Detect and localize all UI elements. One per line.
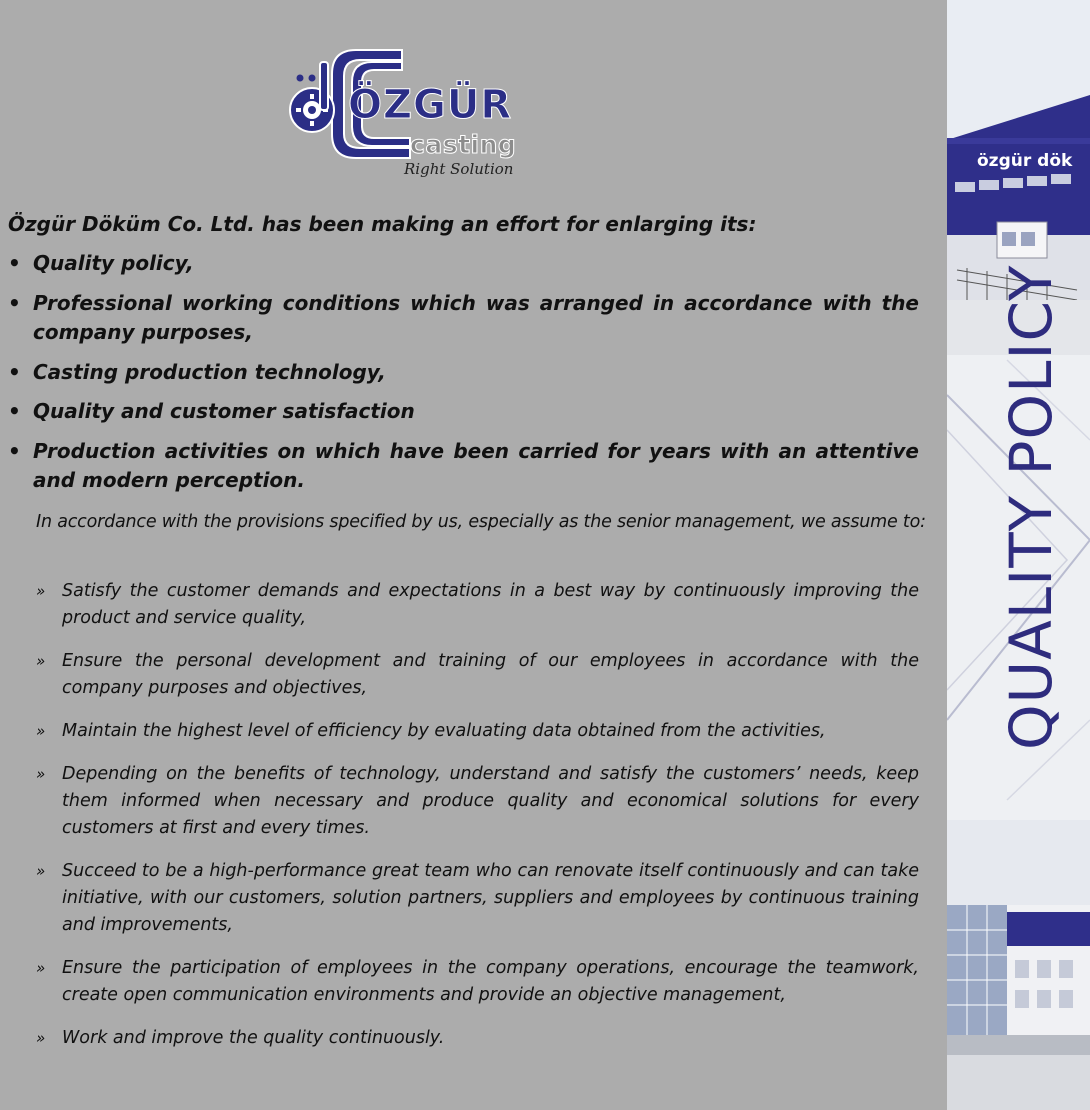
logo-tagline: Right Solution	[404, 160, 514, 178]
logo-sub-text: casting	[410, 130, 517, 159]
double-chevron-icon: »	[36, 652, 46, 670]
item-text: Satisfy the customer demands and expectations in a best way by continuously improving the product and service quality,	[62, 581, 919, 628]
bullet-text: Production activities on which have been carried for years with an attentive and modern perception.	[33, 438, 919, 492]
item-text: Ensure the participation of employees in the company operations, encourage the teamwork, create open communication environments and provide an objective management,	[62, 958, 919, 1005]
list-item	[36, 718, 919, 745]
double-chevron-icon: »	[36, 862, 46, 880]
list-item	[36, 578, 919, 632]
bullet-text: Casting production technology,	[33, 359, 386, 384]
intro-text: Özgür Döküm Co. Ltd. has been making an effort for enlarging its:	[8, 212, 757, 236]
lead-paragraph: In accordance with the provisions specified by us, especially as the senior management, we assume to:	[36, 512, 926, 532]
logo-brand-text: ÖZGÜR	[348, 82, 513, 128]
double-chevron-icon: »	[36, 722, 46, 740]
list-item	[0, 289, 919, 348]
list-item	[36, 761, 919, 842]
list-item	[36, 648, 919, 702]
item-text: Depending on the benefits of technology, understand and satisfy the customers’ needs, keep them informed when necessary and produce quality and economical solutions for every customers at first and every times.	[62, 764, 919, 838]
bullet-dot-icon: •	[8, 251, 21, 275]
bottom-building-glass	[947, 905, 1007, 1035]
list-item	[36, 955, 919, 1009]
item-text: Work and improve the quality continuously.	[62, 1028, 445, 1048]
double-chevron-icon: »	[36, 582, 46, 600]
bullet-dot-icon: •	[8, 290, 21, 315]
bullet-list	[0, 249, 919, 506]
building-sign: özgür dök	[977, 151, 1073, 171]
bullet-text: Quality and customer satisfaction	[33, 399, 415, 423]
list-item	[0, 437, 919, 496]
vertical-section-title: QUALITY POLICY	[997, 264, 1065, 750]
list-item	[36, 1025, 919, 1052]
double-chevron-icon: »	[36, 1029, 46, 1047]
commitment-list	[36, 578, 919, 1068]
bullet-dot-icon: •	[8, 438, 21, 463]
bullet-text: Professional working conditions which was arranged in accordance with the company purposes,	[33, 290, 919, 344]
list-item	[0, 249, 919, 279]
company-logo	[286, 42, 536, 187]
bullet-dot-icon: •	[8, 399, 21, 423]
list-item	[36, 858, 919, 939]
double-chevron-icon: »	[36, 765, 46, 783]
item-text: Succeed to be a high-performance great team who can renovate itself continuously and can take initiative, with our customers, solution partners, suppliers and employees by continuous training and improvements,	[62, 861, 919, 935]
bullet-text: Quality policy,	[33, 251, 194, 275]
list-item	[0, 397, 919, 427]
list-item	[0, 358, 919, 388]
double-chevron-icon: »	[36, 959, 46, 977]
item-text: Maintain the highest level of efficiency by evaluating data obtained from the activities,	[62, 721, 826, 741]
bullet-dot-icon: •	[8, 359, 21, 384]
item-text: Ensure the personal development and training of our employees in accordance with the company purposes and objectives,	[62, 651, 919, 698]
